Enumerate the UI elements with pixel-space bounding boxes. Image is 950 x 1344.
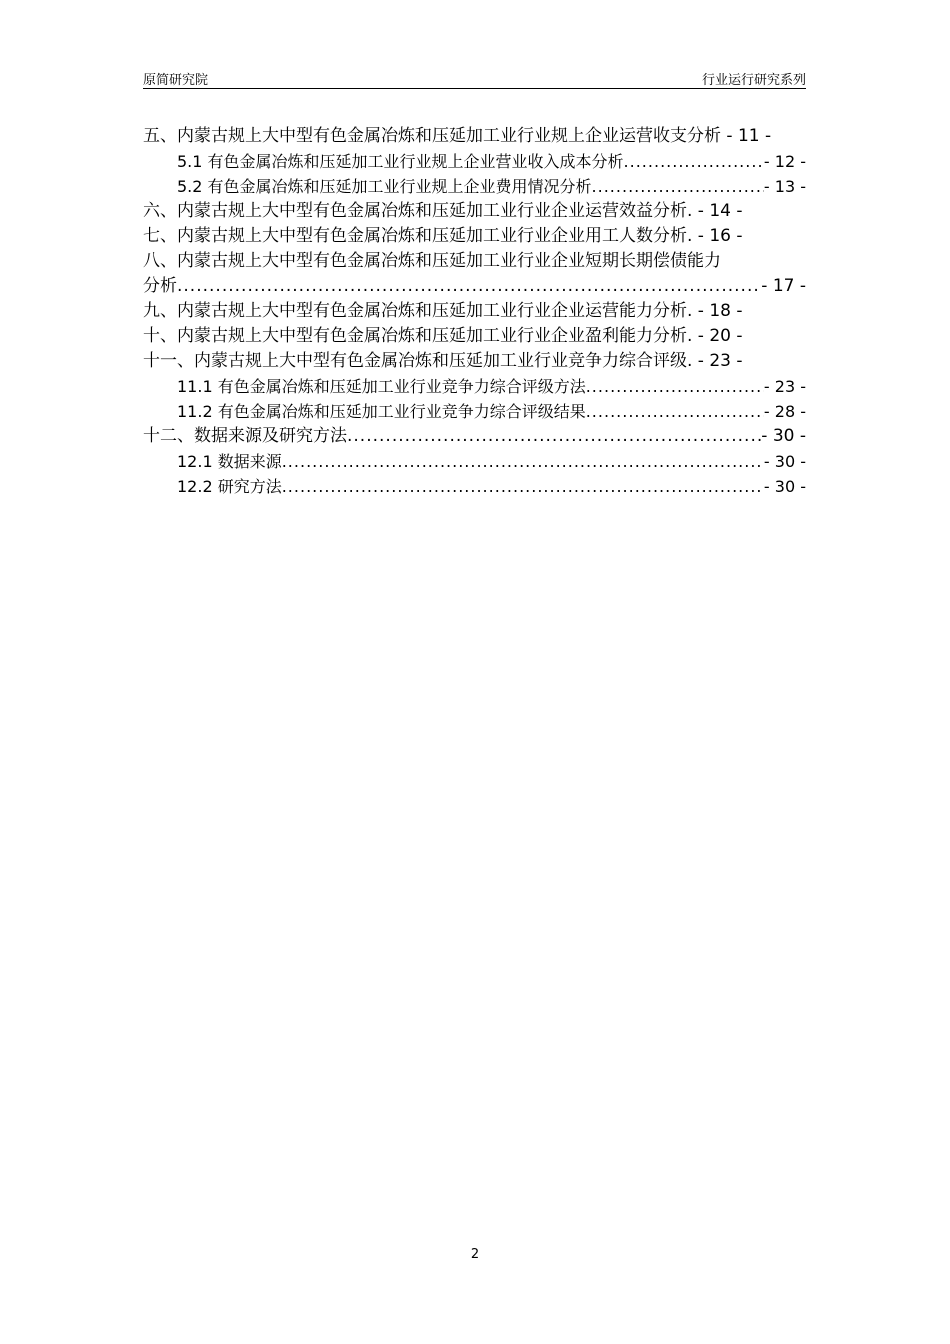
toc-entry-title: 五、内蒙古规上大中型有色金属冶炼和压延加工业行业规上企业运营收支分析 xyxy=(143,126,721,146)
toc-entry-10[interactable] xyxy=(143,324,806,349)
page-header xyxy=(143,66,806,89)
toc-leader-dots xyxy=(592,174,764,199)
toc-leader-dots xyxy=(624,149,764,174)
toc-entry-12-1[interactable] xyxy=(143,449,806,474)
toc-entry-title: 十、内蒙古规上大中型有色金属冶炼和压延加工业行业企业盈利能力分析 xyxy=(143,326,687,346)
toc-entry-title-continued: 分析 xyxy=(143,276,177,296)
toc-entry-title: 六、内蒙古规上大中型有色金属冶炼和压延加工业行业企业运营效益分析 xyxy=(143,201,687,221)
toc-leader-dots xyxy=(586,374,764,399)
toc-entry-11-2[interactable] xyxy=(143,399,806,424)
toc-entry-title: 5.2 有色金属冶炼和压延加工业行业规上企业费用情况分析 xyxy=(177,177,592,196)
toc-entry-title: 十一、内蒙古规上大中型有色金属冶炼和压延加工业行业竞争力综合评级 xyxy=(143,351,687,371)
toc-leader-dots xyxy=(347,424,761,449)
toc-entry-6[interactable] xyxy=(143,199,806,224)
page-footer xyxy=(0,1247,950,1262)
toc-entry-12[interactable] xyxy=(143,424,806,449)
toc-entry-page: . - 16 - xyxy=(687,226,743,246)
toc-entry-title: 九、内蒙古规上大中型有色金属冶炼和压延加工业行业企业运营能力分析 xyxy=(143,301,687,321)
toc-entry-page: - 23 - xyxy=(763,377,806,396)
page-number: 2 xyxy=(470,1247,480,1262)
header-series-title: 行业运行研究系列 xyxy=(701,73,806,88)
toc-entry-page: - 30 - xyxy=(761,426,806,446)
table-of-contents xyxy=(143,124,806,499)
toc-leader-dots xyxy=(282,474,764,499)
toc-entry-title: 七、内蒙古规上大中型有色金属冶炼和压延加工业行业企业用工人数分析 xyxy=(143,226,687,246)
toc-entry-title: 11.2 有色金属冶炼和压延加工业行业竞争力综合评级结果 xyxy=(177,402,586,421)
toc-entry-page: . - 20 - xyxy=(687,326,743,346)
toc-entry-12-2[interactable] xyxy=(143,474,806,499)
toc-leader-dots xyxy=(282,449,764,474)
toc-entry-title: 12.1 数据来源 xyxy=(177,452,282,471)
toc-entry-11[interactable] xyxy=(143,349,806,374)
toc-entry-title: 12.2 研究方法 xyxy=(177,477,282,496)
toc-entry-8[interactable] xyxy=(143,249,806,299)
toc-entry-page: . - 18 - xyxy=(687,301,743,321)
toc-entry-7[interactable] xyxy=(143,224,806,249)
toc-entry-page: - 13 - xyxy=(763,177,806,196)
toc-entry-title: 11.1 有色金属冶炼和压延加工业行业竞争力综合评级方法 xyxy=(177,377,586,396)
toc-entry-page: - 28 - xyxy=(763,402,806,421)
header-organization: 原简研究院 xyxy=(143,73,209,88)
toc-entry-page: - 17 - xyxy=(761,276,806,296)
toc-leader-dots xyxy=(586,399,764,424)
toc-entry-page: - 11 - xyxy=(726,126,772,146)
toc-entry-title: 八、内蒙古规上大中型有色金属冶炼和压延加工业行业企业短期长期偿债能力 xyxy=(143,251,721,271)
toc-entry-page: - 12 - xyxy=(763,152,806,171)
toc-entry-5[interactable] xyxy=(143,124,806,149)
toc-entry-title: 十二、数据来源及研究方法 xyxy=(143,426,347,446)
toc-entry-page: . - 23 - xyxy=(687,351,743,371)
toc-entry-title: 5.1 有色金属冶炼和压延加工业行业规上企业营业收入成本分析 xyxy=(177,152,624,171)
toc-entry-5-2[interactable] xyxy=(143,174,806,199)
toc-entry-page: - 30 - xyxy=(763,477,806,496)
toc-entry-11-1[interactable] xyxy=(143,374,806,399)
toc-entry-page: . - 14 - xyxy=(687,201,743,221)
toc-leader-dots xyxy=(177,274,761,299)
toc-entry-5-1[interactable] xyxy=(143,149,806,174)
toc-entry-9[interactable] xyxy=(143,299,806,324)
toc-entry-page: - 30 - xyxy=(763,452,806,471)
